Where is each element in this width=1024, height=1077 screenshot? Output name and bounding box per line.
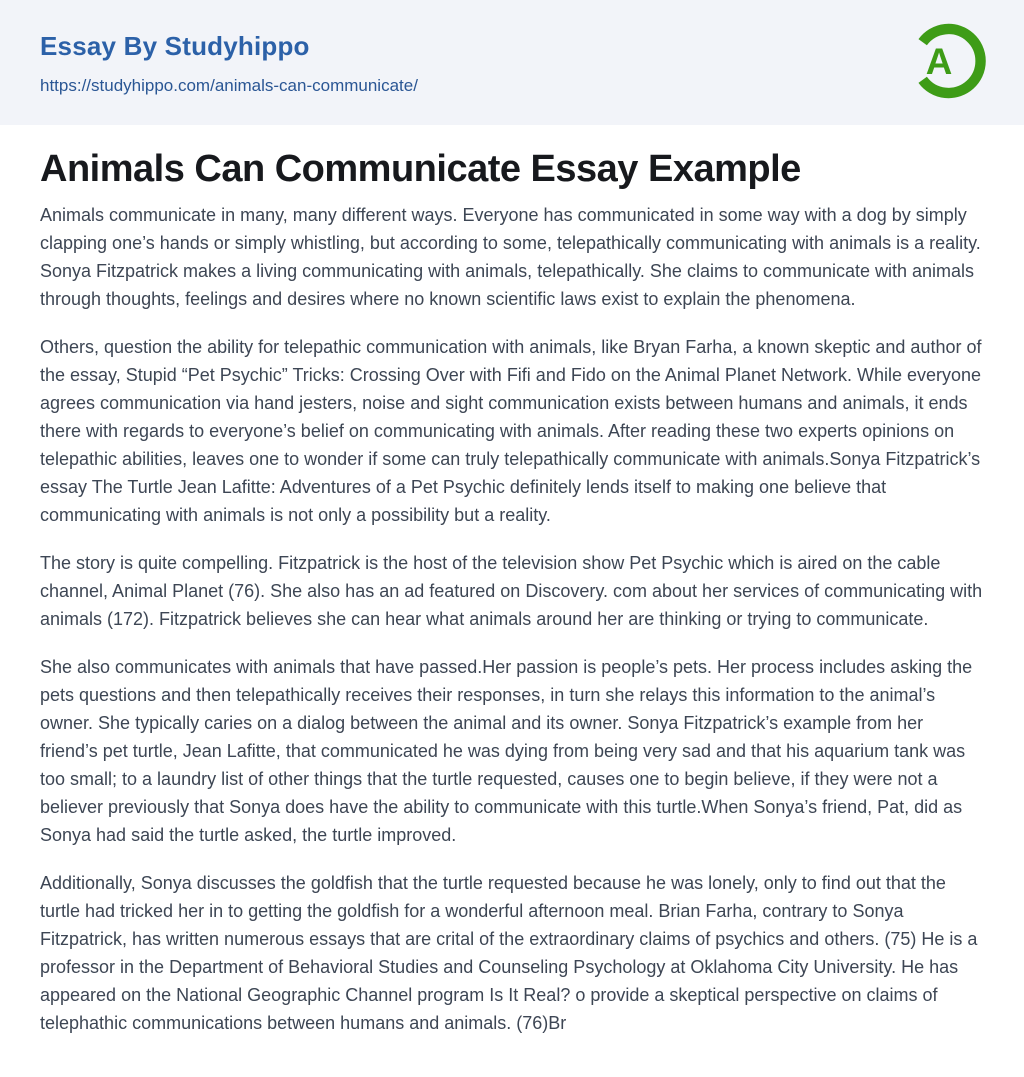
page-title: Animals Can Communicate Essay Example <box>40 148 801 190</box>
site-title: Essay By Studyhippo <box>40 31 310 61</box>
page-header <box>0 0 1024 125</box>
essay-paragraph-5: Additionally, Sonya discusses the goldfish that the turtle requested because he was lonely, only to find out that the turtle had tricked her in to getting the goldfish for a wonderful afternoon meal. Brian Farha, contrary to Sonya Fitzpatrick, has written numerous essays that are crital of the extraordinary claims of psychics and others. (75) He is a professor in the Department of Behavioral Studies and Counseling Psychology at Oklahoma City University. He has appeared on the National Geographic Channel program Is It Real? o provide a skeptical perspective on claims of telephathic communications between humans and animals. (76)Br <box>40 872 978 1033</box>
studyhippo-logo <box>907 15 987 107</box>
source-url-link[interactable]: https://studyhippo.com/animals-can-communicate/ <box>40 75 418 95</box>
studyhippo-logo-icon <box>907 15 987 107</box>
essay-paragraph-4: She also communicates with animals that have passed.Her passion is people’s pets. Her process includes asking the pets questions and then telepathically receives their responses, in turn she relays this information to the animal’s owner. She typically caries on a dialog between the animal and its owner. Sonya Fitzpatrick’s example from her friend’s pet turtle, Jean Lafitte, that communicated he was dying from being very sad and that his aquarium tank was too small; to a laundry list of other things that the turtle requested, causes one to begin believe, if they were not a believer previously that Sonya does have the ability to communicate with this turtle.When Sonya’s friend, Pat, did as Sonya had said the turtle asked, the turtle improved. <box>40 656 973 845</box>
essay-paragraph-1: Animals communicate in many, many different ways. Everyone has communicated in some way with a dog by simply clapping one’s hands or simply whistling, but according to some, telepathically communicating with animals is a reality. Sonya Fitzpatrick makes a living communicating with animals, telepathically. She claims to communicate with animals through thoughts, feelings and desires where no known scientific laws exist to explain the phenomena. <box>40 204 981 309</box>
essay-paragraph-2: Others, question the ability for telepathic communication with animals, like Bryan Farha, a known skeptic and author of the essay, Stupid “Pet Psychic” Tricks: Crossing Over with Fifi and Fido on the Animal Planet Network. While everyone agrees communication via hand jesters, noise and sight communication exists between humans and animals, it ends there with regards to everyone’s belief on communicating with animals. After reading these two experts opinions on telepathic abilities, leaves one to wonder if some can truly telepathically communicate with animals.Sonya Fitzpatrick’s essay The Turtle Jean Lafitte: Adventures of a Pet Psychic definitely lends itself to making one believe that communicating with animals is not only a possibility but a reality. <box>40 336 982 525</box>
essay-paragraph-3: The story is quite compelling. Fitzpatrick is the host of the television show Pet Psychic which is aired on the cable channel, Animal Planet (76). She also has an ad featured on Discovery. com about her services of communicating with animals (172). Fitzpatrick believes she can hear what animals around her are thinking or trying to communicate. <box>40 552 983 629</box>
logo-letter: A <box>925 41 953 83</box>
essay-article <box>0 125 1024 1077</box>
